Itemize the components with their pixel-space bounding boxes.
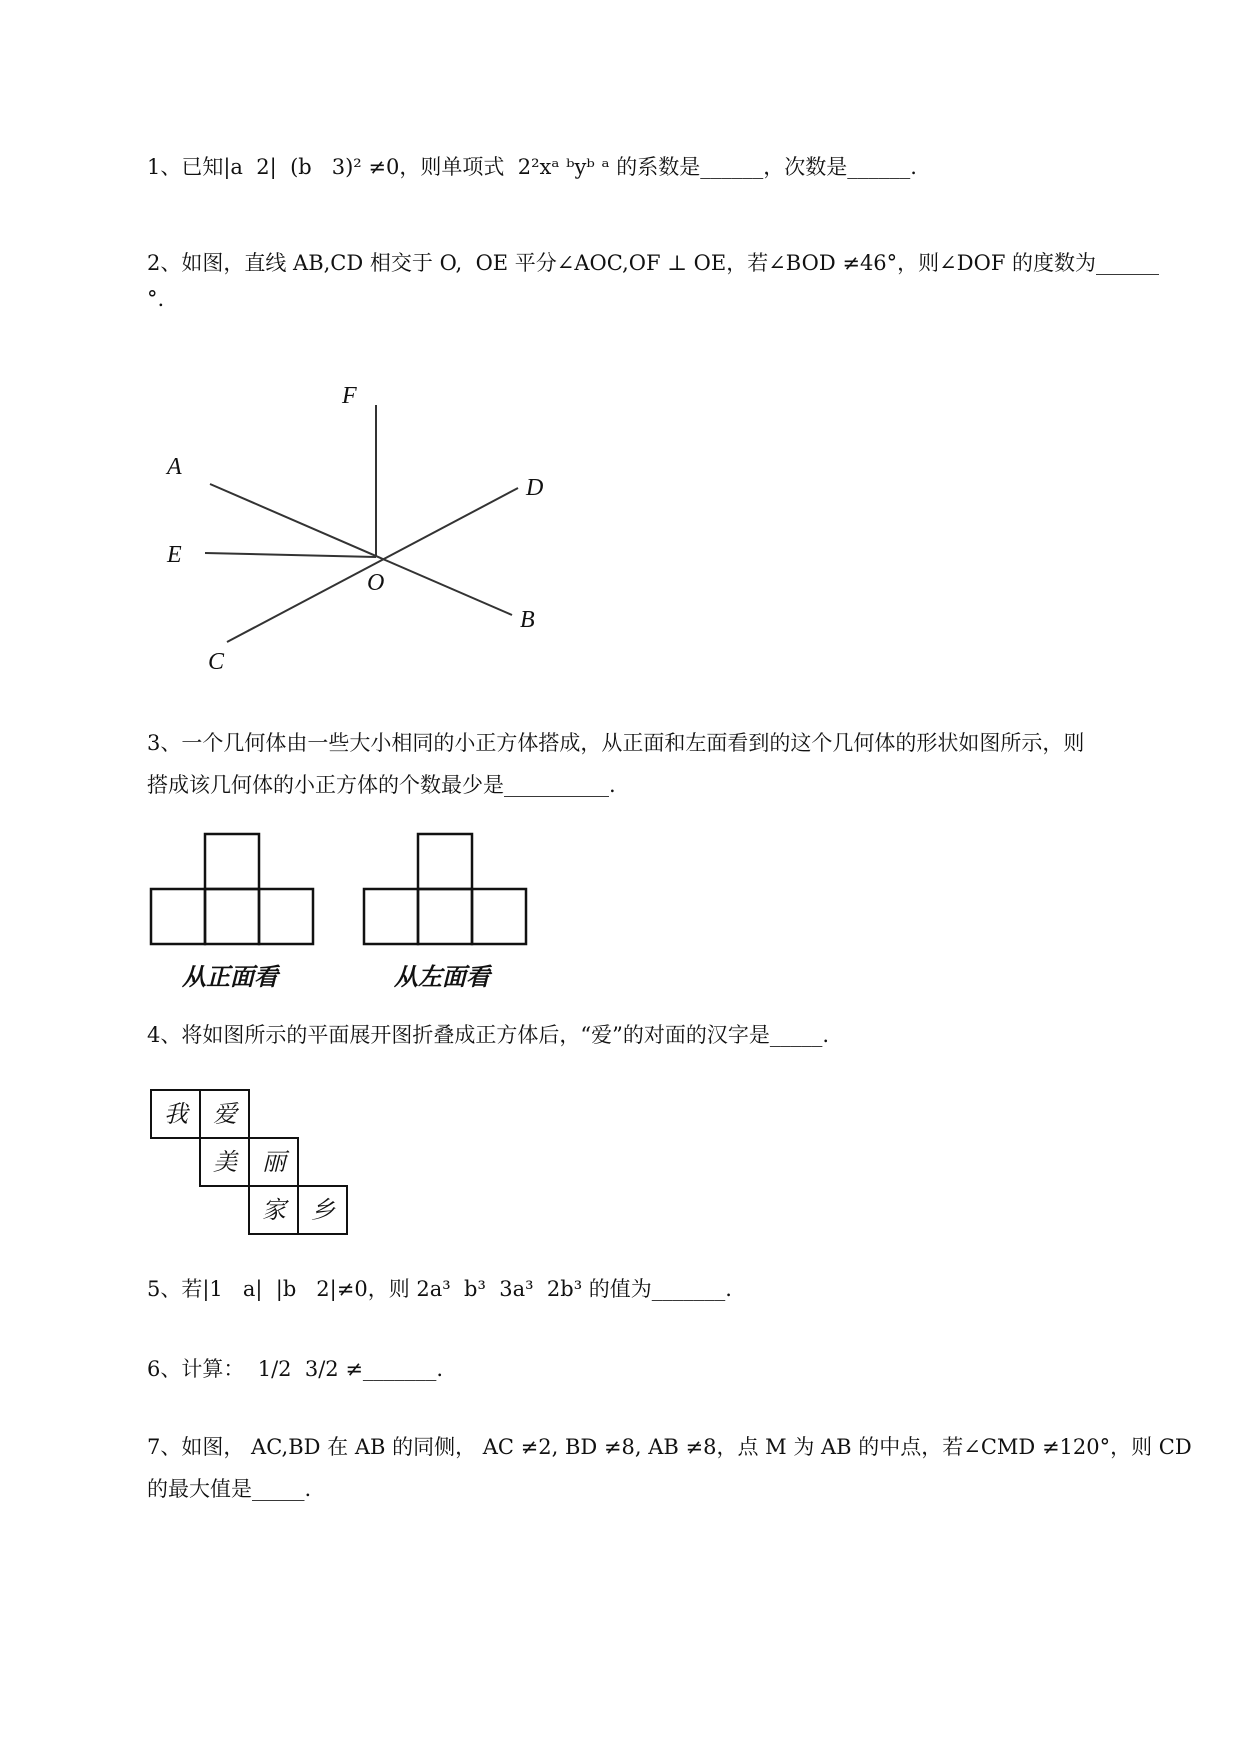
question-3-text: 3、一个几何体由一些大小相同的小正方体搭成，从正面和左面看到的这个几何体的形状如图所示，则 (147, 731, 1085, 755)
left-view-cell-1 (364, 889, 418, 944)
net-text-5: 家 (262, 1198, 286, 1224)
question-2-text: 2、如图，直线 AB,CD 相交于 O, OE 平分∠AOC,OF ⊥ OE，若∠BOD ≠46°，则∠DOF 的度数为______ (147, 251, 1160, 275)
net-text-6: 乡 (311, 1198, 335, 1224)
net-text-3: 美 (213, 1150, 237, 1176)
question-7 (147, 1430, 1192, 1464)
question-6-text: 6、计算： 1/2 3/2 ≠_______. (147, 1357, 444, 1381)
question-4-text: 4、将如图所示的平面展开图折叠成正方体后，“爱”的对面的汉字是_____. (147, 1023, 830, 1047)
question-3-text-cont: 搭成该几何体的小正方体的个数最少是__________. (147, 773, 616, 797)
left-view-top-cell (418, 834, 472, 889)
left-view (364, 834, 526, 944)
question-5 (147, 1272, 732, 1306)
label-D: D (526, 475, 544, 501)
left-view-caption: 从左面看 (394, 965, 490, 991)
question-3 (147, 726, 1084, 760)
figure-intersecting-lines (140, 370, 580, 680)
question-7-cont (147, 1472, 311, 1506)
net-text-2: 爱 (213, 1102, 237, 1128)
question-2-text-cont: °. (147, 287, 165, 311)
label-O: O (367, 570, 385, 596)
label-F: F (342, 383, 357, 409)
line-OE (205, 553, 376, 557)
question-1 (147, 150, 917, 184)
question-6 (147, 1352, 443, 1386)
question-1-text: 1、已知|a 2| (b 3)² ≠0，则单项式 2²xᵃ ᵇyᵇ ᵃ 的系数是______，次数是______. (147, 155, 917, 179)
net-text-1: 我 (164, 1102, 188, 1128)
front-view-caption: 从正面看 (182, 965, 278, 991)
question-7-text-cont: 的最大值是_____. (147, 1477, 312, 1501)
left-view-cell-2 (418, 889, 472, 944)
net-text-4: 丽 (262, 1150, 286, 1176)
figure-three-views (140, 828, 560, 998)
front-view-cell-2 (205, 889, 259, 944)
front-view (151, 834, 313, 944)
front-view-top-cell (205, 834, 259, 889)
question-7-text: 7、如图， AC,BD 在 AB 的同侧， AC ≠2, BD ≠8, AB ≠8，点 M 为 AB 的中点，若∠CMD ≠120°，则 CD (147, 1435, 1192, 1459)
label-B: B (520, 607, 535, 633)
label-A: A (167, 454, 182, 480)
label-E: E (167, 542, 182, 568)
left-view-cell-3 (472, 889, 526, 944)
label-C: C (208, 649, 225, 675)
question-2-cont (147, 282, 164, 316)
question-3-cont (147, 768, 616, 802)
question-5-text: 5、若|1 a| |b 2|≠0，则 2a³ b³ 3a³ 2b³ 的值为_______. (147, 1277, 732, 1301)
question-2 (147, 246, 1159, 280)
figure-cube-net (140, 1080, 380, 1240)
question-4 (147, 1018, 829, 1052)
front-view-cell-1 (151, 889, 205, 944)
front-view-cell-3 (259, 889, 313, 944)
line-AB (210, 484, 512, 615)
